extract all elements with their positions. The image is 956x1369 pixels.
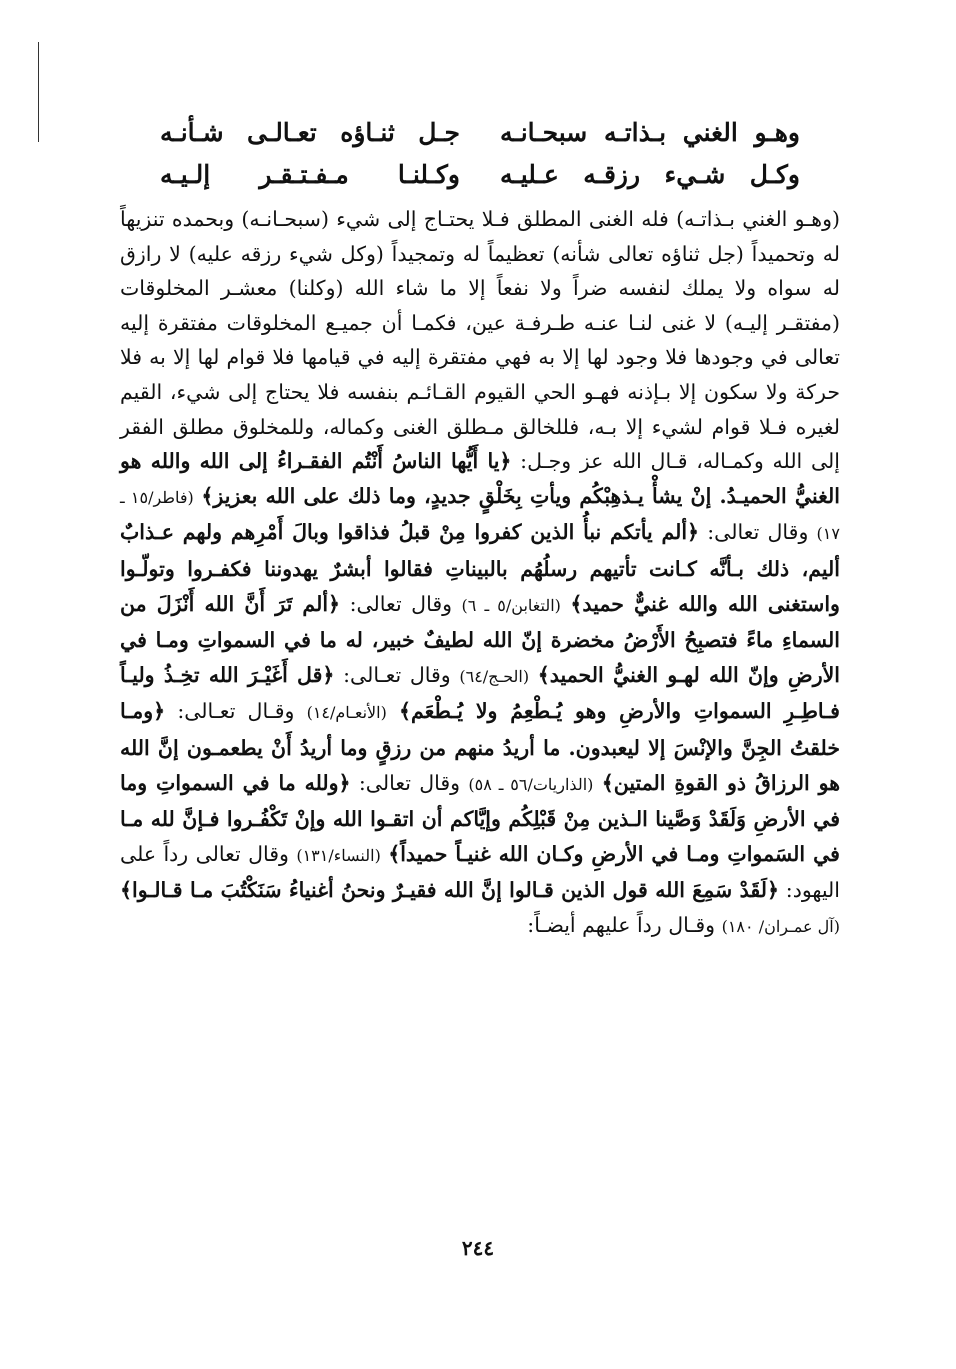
commentary-text: (وهـو الغني بـذاتـه) فله الغنى المطلق فـلا يحتـاج إلى شيء (سبحـانـه) وبحمده تنزيهاً له وتحميداً (جل ثناؤه تعالى شأنه) تعظيماً له وتمجيداً (وكل شيء رزقه عليه) لا رازق له سواه ولا يملك لنفسه ضراً ولا نفعاً إلا ما شاء الله (وكلنا) معشـر المخلوقات (مفتقـر إليـه) لا غنى لنـا عنـه طـرفـة عين، فكمـا أن جميـع المخلوقات مفتقرة إليه تعالى في وجودها فلا وجود لها إلا به فهي مفتقرة إليه في قيامها فلا قوام لها إلا به فلا حركة ولا سكون إلا بـإذنه فهـو الحي القيوم القـائـم بنفسه فلا يحتاج إلى شيء، القيم لغيره فـلا قوام لشيء إلا بـه، فللخالق مـطلق الغنى وكماله، وللمخلوق مطلق الفقر إلى الله وكمـاله، قـال الله عز وجـل: (120, 207, 840, 474)
verse-reference: (الأنعـام/١٤) (306, 703, 387, 723)
quran-verse: ﴿ولله ما في السمواتِ وما في الأرضِ وَلَقَدْ وَصَّينا الـذين مِنْ قَبْلِكُم وإيَّاكم أن اتقـوا الله وإنْ تَكْفُـروا فـإنَّ لله مـا في السَمواتِ ومـا في الأرضِ وكـان الله غنيـاً حميداً﴾ (120, 770, 840, 866)
verse-first-hemistich: وهـو الغني بـذاتـه سبحـانـه (500, 118, 800, 147)
verse-reference: (النساء/١٣١) (296, 845, 381, 865)
poem (160, 112, 800, 196)
quran-verse: ﴿ألم تَرَ أَنَّ الله أَنْزَلَ من السماءِ ماءً فتصبِحُ الأَرْضُ مخضرة إنّ الله لطيفٌ خبير، له ما في السمواتِ ومـا في الأرضِ وإنّ الله لهـو الغنيُّ الحميد﴾ (120, 591, 840, 687)
verse-second-hemistich: جـل ثنـاؤه تعـالـى شـأنـه (160, 118, 460, 147)
quran-verse: ﴿ألم يأتكم نبأُ الذين كفروا مِنْ قبلُ فذاقوا وبالَ أَمْرِهم ولهم عـذابٌ أليم، ذلك بـأنَّه كـانت تأتيهم رسلُهُم بالبيناتِ فقالوا أبشرٌ يهدوننا فكفـروا وتولّـوا واستغنى الله والله غنيٌّ حميد﴾ (120, 520, 840, 616)
verse-reference: (آل عمـران/ ١٨٠) (721, 916, 840, 936)
page-content (120, 112, 840, 944)
verse-second-hemistich: وكـلنـا مـفـتـقـر إلـيـه (160, 160, 460, 189)
verse-first-hemistich: وكـل شـيء رزقـه عـليـه (500, 160, 800, 189)
page-number: ٢٤٤ (461, 1236, 495, 1260)
commentary-text: وقال تعالى: (349, 591, 453, 616)
commentary-paragraph (120, 202, 840, 944)
commentary-text: وقـال تعـالى: (177, 699, 295, 724)
quran-verse: ﴿ومـا خلقتُ الجِنَّ والإنْسَ إلا ليعبدون. ما أريدُ منهم من رزقٍ وما أريدُ أَنْ يطعمـون إنَّ الله هو الرزاقُ ذو القوةِ المتين﴾ (120, 699, 841, 795)
commentary-text: وقال تعالى: (358, 770, 461, 795)
poem-verse (160, 154, 800, 196)
commentary-text: وقال تعالى: (707, 520, 809, 545)
commentary-text: وقال تعالى رداً على اليهود: (120, 841, 840, 903)
commentary-text: وقال تعـالى: (343, 662, 451, 687)
verse-reference: (الذاريات/٥٦ ـ ٥٨) (468, 774, 594, 794)
verse-reference: (فاطر/١٥ ـ ١٧) (120, 487, 840, 544)
commentary-text: وقـال رداً عليهم أيضـاً: (527, 912, 716, 937)
quran-verse: ﴿قل أَغَيْـرَ الله تخِـذُ وليـاً فـاطِـرِ السمواتِ والأرضِ وهو يُـطْعِمُ ولا يُـطْعَم﴾ (120, 662, 840, 724)
margin-line (38, 42, 39, 142)
quran-verse: ﴿يا أَيُّها الناسُ أَنْتُم الفقـراءُ إلى الله والله هو الغنيُّ الحميـدُ. إنْ يشأْ يـذهِبْكُم ويأتِ بِخَلْقٍ جديدٍ، وما ذلك على الله بعزيز﴾ (120, 449, 840, 508)
quran-verse: ﴿لَقَدْ سَمِعَ الله قول الذين قـالوا إنَّ الله فقيـرٌ ونحنُ أغنياءُ سَنَكْتُبَ مـا قـالـوا﴾ (120, 878, 780, 903)
verse-reference: (التغابن/٥ ـ ٦) (461, 595, 561, 615)
poem-verse (160, 112, 800, 154)
verse-reference: (الحـج/٦٤) (459, 666, 530, 686)
